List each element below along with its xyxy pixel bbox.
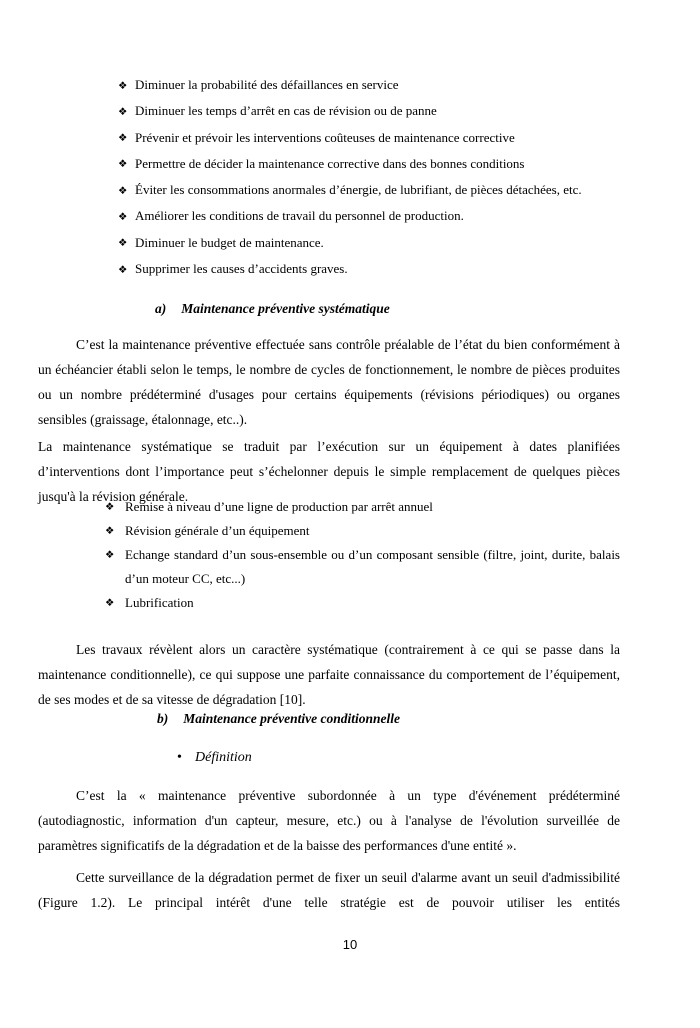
list-item-text: Prévenir et prévoir les interventions coûteuses de maintenance corrective — [135, 129, 515, 145]
page-number: 10 — [342, 937, 358, 952]
diamond-bullet-icon: ❖ — [118, 210, 128, 223]
list-item-text: Diminuer les temps d’arrêt en cas de révision ou de panne — [135, 103, 437, 119]
paragraph-surveillance-degradation: Cette surveillance de la dégradation permet de fixer un seuil d'alarme avant un seuil d'admissibilité (Figure 1.2). Le principal intérêt d'une telle stratégie est de pouvoir utiliser les entités — [38, 869, 620, 910]
systematic-examples-list — [105, 495, 620, 615]
list-item — [118, 98, 582, 124]
diamond-bullet-icon: ❖ — [118, 79, 128, 92]
diamond-bullet-icon: ❖ — [105, 525, 115, 537]
list-item-text: Éviter les consommations anormales d’énergie, de lubrifiant, de pièces détachées, etc. — [135, 182, 582, 198]
list-item — [118, 72, 582, 98]
section-title: Maintenance préventive systématique — [181, 301, 390, 316]
list-item — [118, 203, 582, 229]
diamond-bullet-icon: ❖ — [105, 597, 115, 609]
section-title: Maintenance préventive conditionnelle — [183, 711, 400, 726]
list-item — [105, 591, 620, 615]
paragraph-conditionnelle-definition: C’est la « maintenance préventive subordonnée à un type d'événement prédéterminé (autodiagnostic, information d'un capteur, mesure, etc.) ou à l'analyse de l'évolution surveillée de paramètres significatifs de la dégradation et de la baisse des performances d'une entité ». — [38, 787, 620, 854]
definition-subheading — [177, 747, 252, 769]
list-item-text: Permettre de décider la maintenance corrective dans des bonnes conditions — [135, 155, 525, 171]
list-item — [105, 543, 620, 591]
list-item — [105, 519, 620, 543]
diamond-bullet-icon: ❖ — [118, 237, 128, 250]
diamond-bullet-icon: ❖ — [118, 105, 128, 118]
list-item — [118, 256, 582, 282]
paragraph-caractere-systematique: Les travaux révèlent alors un caractère systématique (contrairement à ce qui se passe dans la maintenance conditionnelle), ce qui suppose une parfaite connaissance du comportement de l’équipement, de ses modes et de sa vitesse de dégradation [10]. — [38, 641, 620, 708]
list-item-text: Révision générale d’un équipement — [125, 523, 310, 538]
definition-label: Définition — [195, 750, 252, 765]
list-item — [118, 151, 582, 177]
diamond-bullet-icon: ❖ — [118, 263, 128, 276]
paragraph-systematique-execution: La maintenance systématique se traduit par l’exécution sur un équipement à dates planifiées d’interventions dont l’importance peut s’échelonner depuis le simple remplacement de quelques pièces jusqu'à la révision générale. — [38, 438, 620, 505]
diamond-bullet-icon: ❖ — [105, 501, 115, 513]
section-heading-a — [155, 299, 390, 318]
section-label: a) — [155, 301, 167, 316]
list-item — [105, 495, 620, 519]
objectives-list — [118, 72, 582, 282]
list-item-text: Supprimer les causes d’accidents graves. — [135, 261, 348, 277]
section-heading-b — [157, 709, 400, 728]
list-item — [118, 177, 582, 203]
list-item-text: Echange standard d’un sous-ensemble ou d’un composant sensible (filtre, joint, durite, balais d’un moteur CC, etc...) — [125, 547, 620, 586]
diamond-bullet-icon: ❖ — [105, 549, 115, 561]
list-item-text: Remise à niveau d’une ligne de production par arrêt annuel — [125, 499, 433, 514]
diamond-bullet-icon: ❖ — [118, 158, 128, 171]
paragraph-systematique-definition: C’est la maintenance préventive effectuée sans contrôle préalable de l’état du bien conformément à un échéancier établi selon le temps, le nombre de cycles de fonctionnement, le nombre de pièces produites ou un nombre prédéterminé d'usages pour certains équipements (révisions périodiques) ou organes sensibles (graissage, étalonnage, etc..). — [38, 336, 620, 428]
section-label: b) — [157, 711, 169, 726]
list-item — [118, 230, 582, 256]
diamond-bullet-icon: ❖ — [118, 184, 128, 197]
list-item-text: Améliorer les conditions de travail du personnel de production. — [135, 208, 464, 224]
list-item-text: Lubrification — [125, 595, 194, 610]
list-item-text: Diminuer la probabilité des défaillances en service — [135, 77, 399, 92]
list-item-text: Diminuer le budget de maintenance. — [135, 234, 324, 250]
dot-bullet-icon: • — [177, 750, 182, 765]
list-item — [118, 125, 582, 151]
diamond-bullet-icon: ❖ — [118, 132, 128, 145]
